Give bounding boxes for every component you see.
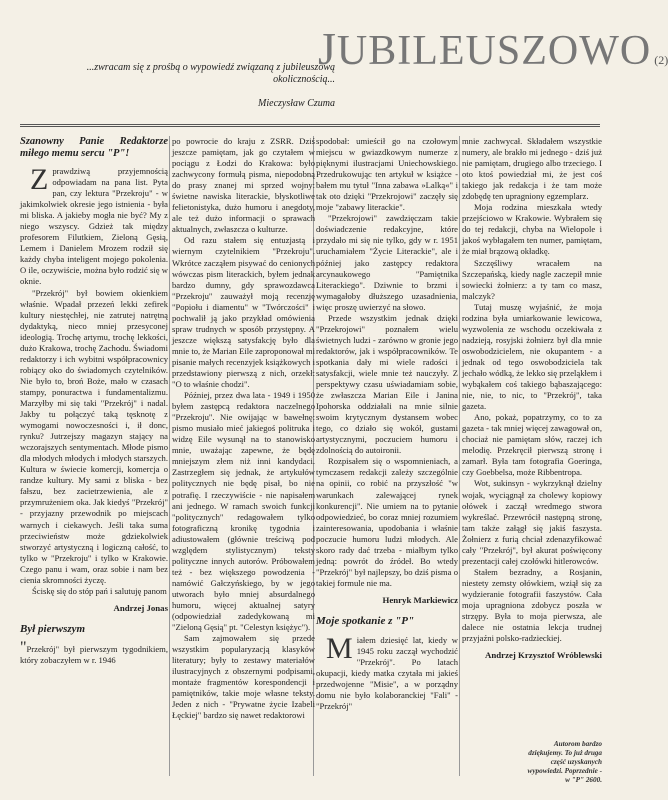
- paragraph: Sam zajmowałem się przede wszystkim popularyzacją klasyków literatury; były to zestawy materiałów ilustracyjnych z obszernymi podpisami, montaże fragmentów korespondencji i pamiętników, takie moje własne teksty. Jeden z nich - "Prywatne życie Izabeli Łęckiej" bardzo się nawet redaktorowi: [172, 633, 315, 721]
- paragraph: Od razu stałem się entuzjastą i wiernym czytelnikiem "Przekroju". Wkrótce zacząłem pisywać do cenionych wówczas pism literackich, byłem jednak bardzo dumny, gdy sprawozdawca "Przekroju" zauważył moją recenzję "Popiołu i diamentu" w "Twórczości" i pochwalił ją jako przykład omówienia spraw trudnych w sposób przystępny. A jeszcze większą satysfakcję było dla mnie to, że Marian Eile zaproponował mi pisanie małych recenzyjek książkowych i przedstawiony pierwszą z nich, orzekł: "O to właśnie chodzi".: [172, 235, 315, 390]
- dropcap: M: [326, 632, 353, 666]
- title-rest: UBILEUSZOWO: [336, 28, 652, 74]
- article-heading: Był pierwszym: [20, 622, 86, 635]
- signature: Andrzej Jonas: [113, 602, 168, 613]
- paragraph: Wot, sukinsyn - wykrzyknął dzielny wojak, wyciągnął za cholewy kopiowy ołówek i zaczął wredmego stwora wykreślać. Przewrócił następną stronę, tam także załągł się jakiś faszysta. Żołnierz z furią chciał zdenazyfikować cały "Przekrój", był akurat poświęcony prezentacji całej czołówki hitlerowców.: [462, 478, 602, 566]
- editor-footnote: Autorom bardzo dziękujemy. To już druga część uzyskanych wypowiedzi. Poprzednie - w "P" 2600.: [527, 740, 602, 784]
- paragraph: Ściskę się do stóp pań i salutuję panom: [32, 585, 167, 596]
- issue-number: (2): [654, 53, 668, 67]
- paragraph: spodobał: umieścił go na czołowym miejscu w gwiazdkowym numerze z pięknymi ilustracjami Uniechowskiego. Przedrukowując ten artykuł w książce - bałem mu tytuł "Inna zabawa »Lalką«" i tak oto dzięki "Przekrojowi" zaczęły się moje "zabawy literackie".: [316, 136, 458, 213]
- paragraph: Ano, pokaż, popatrzymy, co to za gazeta - tak mniej więcej zawagował on, chociaż nie pamiętam słów, raczej ich melodię. Przekręcił pierwszą stronę i zamarł. Była tam fotografia Goeringa, czy Goebbelsa, może Ribbentropa.: [462, 412, 602, 478]
- article-heading: Moje spotkanie z "P": [316, 614, 415, 627]
- paragraph: "Przekrój" był bowiem okienkiem właśnie. Wpadał przezeń lekki zefirek kultury niestęchłej, nie zatrutej natrętną dydaktyką, nieco mniej przesyconej ideologią. Trochę artymu, trochę lekkości, dużo Krakowa, trochę Zachodu. Świadomi redaktorzy i ich wybitni współpracownicy robiący oko do świadomych czytelników. Nie było to, broń Boże, mało w czasach stampy, ponuractwa i fundamentalizmu. Marzyłby mi się taki "Przekrój" i nadal. Jakby tu połączyć taką tęsknotę z wymogami nowoczesności i, ił donc, rynku? Jutrzejszy magazyn stający na wczorajszych sentymentach. Młode pismo dla młodych młodych i młodych starszych. Kultura w świecie komercji, komercja o randze kultury. My sami z bliska - bez fałszu, bez zacietrzewienia, ale z przymrużeniem oka. Jak kiedyś "Przekrój" - przyjazny przewodnik po miejscach warnych i ciekawych. Jeśli taka suma przeciwieństw może gdziekolwiek stworzyć artystyczną i logiczną całość, to tylko w "Przekroju" i tylko w Krakowie. Czego panu i wam, oraz sobie i nam bez cienia skromności życzę.: [20, 287, 168, 585]
- epigraph-author: Mieczysław Czuma: [258, 98, 335, 109]
- paragraph: po powrocie do kraju z ZSRR. Dziś jeszcze pamiętam, jak go czytałem w pociągu z Łodzi do Krakowa: było zachwycony formułą pisma, niepodobną do prasy znanej mi sprzed wojny: świetne nawiska literackie, błyskotliwe felietonistyka, dużo humoru i anegdoty, ale też dużo informacji o sprawach aktualnych, zwłaszcza o kulturze.: [172, 136, 315, 235]
- paragraph: Później, przez dwa lata - 1949 i 1950 byłem zastępcą redaktora naczelnego "Przekroju". Nie owijając w bawełnę: pismo musiało mieć jakiegoś politruka i widzę Eile wysunął na to stanowisko mnie, uważając zapewne, że będę mniejszym złem niż inni kandydaci. Zastrzegłem się jednak, że artykułów politycznych nie będę pisał, bo nie potrafię. I rzeczywiście - nie napisałem ani jednego. W ramach swoich funkcji "politycznych" redagowałem tylko fotograficzną kronikę tygodnia i adiustowałem (głównie treściwą pod względem stylistycznym) teksty polityczne innych autorów. Próbowałem też - bez większego powodzenia - namówić Gałczyńskiego, by w jego utworach było mniej absurdalnego humoru, więcej aktualnej satyry (odpowiedział zadedykowaną mi "Zieloną Gęsią" pt. "Celestyn księżyc").: [172, 390, 315, 633]
- signature: Henryk Markiewicz: [382, 594, 458, 605]
- paragraph: Stałem bezradny, a Rosjanin, niestety zemsty ołówkiem, wziął się za wydzieranie fotografii faszystów. Cała moja upragniona zdobycz poszła w strzępy. Była to moja pierwsza, ale dalece nie ostatnia lekcja trudnej przyjaźni polsko-radzieckiej.: [462, 566, 602, 644]
- quote-mark: ": [20, 638, 27, 656]
- page-title: [318, 22, 668, 75]
- column-divider: [169, 136, 170, 776]
- header-divider: [20, 124, 600, 127]
- paragraph: "Przekrojowi" zawdzięczam takie doświadczenie redakcyjne, które przydało mi się nie tylko, gdy w r. 1951 uruchamiałem "Życie Literackie", ale i później jako zastępcy redaktora arcynaukowego "Pamiętnika Literackiego". Dziwnie to brzmi i wymagałoby dłuższego uzasadnienia, więc proszę uwierzyć na słowo.: [316, 213, 458, 312]
- column-2: [172, 136, 315, 721]
- dropcap: Z: [30, 163, 49, 196]
- paragraph: Tutaj muszę wyjaśnić, że moja rodzina była umiarkowanie lewicowa, wyzwolenia ze wschodu oczekiwała z nadzieją, rosyjski żołnierz był dla mnie oswobodzicielem, nie okupantem - a jednak od tego oswobodziciela tak jechało wódką, że lekko się przeląkłem i wybąkałem coś takiego bąbaszającego: nie, nie, to nic, to "Przekrój", taka gazeta.: [462, 301, 602, 412]
- paragraph: Przekrój" był pierwszym tygodnikiem, który zobaczyłem w r. 1946: [20, 643, 168, 665]
- title-initial: J: [318, 23, 337, 74]
- column-1: [20, 136, 168, 666]
- paragraph: Rozpisałem się o wspomnieniach, a tymczasem redakcji zależy szczególnie na opinii, co robić na przyszłość "w warunkach zalewającej rynek konkurencji". Nie umiem na to pytanie odpowiedzieć, bo coraz mniej rozumiem zainteresowania, upodobania i właśnie poczucie humoru ludzi młodych. Ale skoro rady dać trzeba - miałbym tylko jedną: powrót do źródeł. Bo wtedy "Przekrój" był najlepszy, bo dziś pisma o takiej formule nie ma.: [316, 456, 458, 588]
- paragraph: iałem dziesięć lat, kiedy w 1945 roku zaczął wychodzić "Przekrój". Po latach okupacji, kiedy matka czytała mi jakieś przedwojenne "Misie", a w porządny domu nie było kolaboranckiej "Fali" - "Przekrój": [316, 635, 458, 712]
- paragraph: Przede wszystkim jednak dzięki "Przekrojowi" poznałem wielu świetnych ludzi - zarówno w gronie jego redaktorów, jak i współpracowników. Te spotkania dały mi wiele radości i satysfakcji, wiele mnie też nauczyły. Z perspektywy czasu uświadamiam sobie, że zwłaszcza Marian Eile i Janina Ipohorska oddziałali na mnie silnie swoim krytycznym dystansem wobec tego, co działo się wokół, gustami artystycznymi, poczuciem humoru i zdolnością do autoironii.: [316, 312, 458, 456]
- epigraph: ...zwracam się z prośbą o wypowiedź związaną z jubileuszową okolicznością...: [86, 62, 335, 85]
- column-divider: [459, 136, 460, 776]
- column-3: [316, 136, 458, 712]
- paragraph: Szczęśliwy wracałem na Szczepańską, kiedy nagle zaczepił mnie sowiecki żołnierz: a ty tam co masz, malczyk?: [462, 257, 602, 301]
- article-heading: Szanowny Panie Redaktorze miłego memu sercu "P"!: [20, 136, 168, 159]
- column-4: [462, 136, 602, 669]
- signature: Andrzej Krzysztof Wróblewski: [485, 650, 602, 661]
- paragraph: mnie zachwycał. Składałem wszystkie numery, ale brakło mi jednego - dziś już nie pamiętam, drugiego albo trzeciego. I oto ktoś powiedział mi, że jest coś takiego jak redakcja i że tam może zdobędę ten upragniony egzemplarz.: [462, 136, 602, 202]
- paragraph: prawdziwą przyjemnością odpowiadam na pana list. Pyta pan, czy lektura "Przekroju" - w jakimkolwiek okresie jego istnienia - była mi bliska. A jakieby mogła nie być? My z niego wszyscy. Gdzież tak między profesorem Filutkiem, Zieloną Gęsią, Lemem i Danielem Mrozem rodził się każdy chyba inteligent mojego pokolenia. O ile, oczywiście, można było rodzić się w oknie.: [20, 166, 168, 287]
- paragraph: Moja rodzina mieszkała wtedy przejściowo w Krakowie. Wybrałem się do tej redakcji, chyba na Wielopole i jakoś wybłagałem ten numer, pamiętam, że miał brązową okładkę.: [462, 202, 602, 257]
